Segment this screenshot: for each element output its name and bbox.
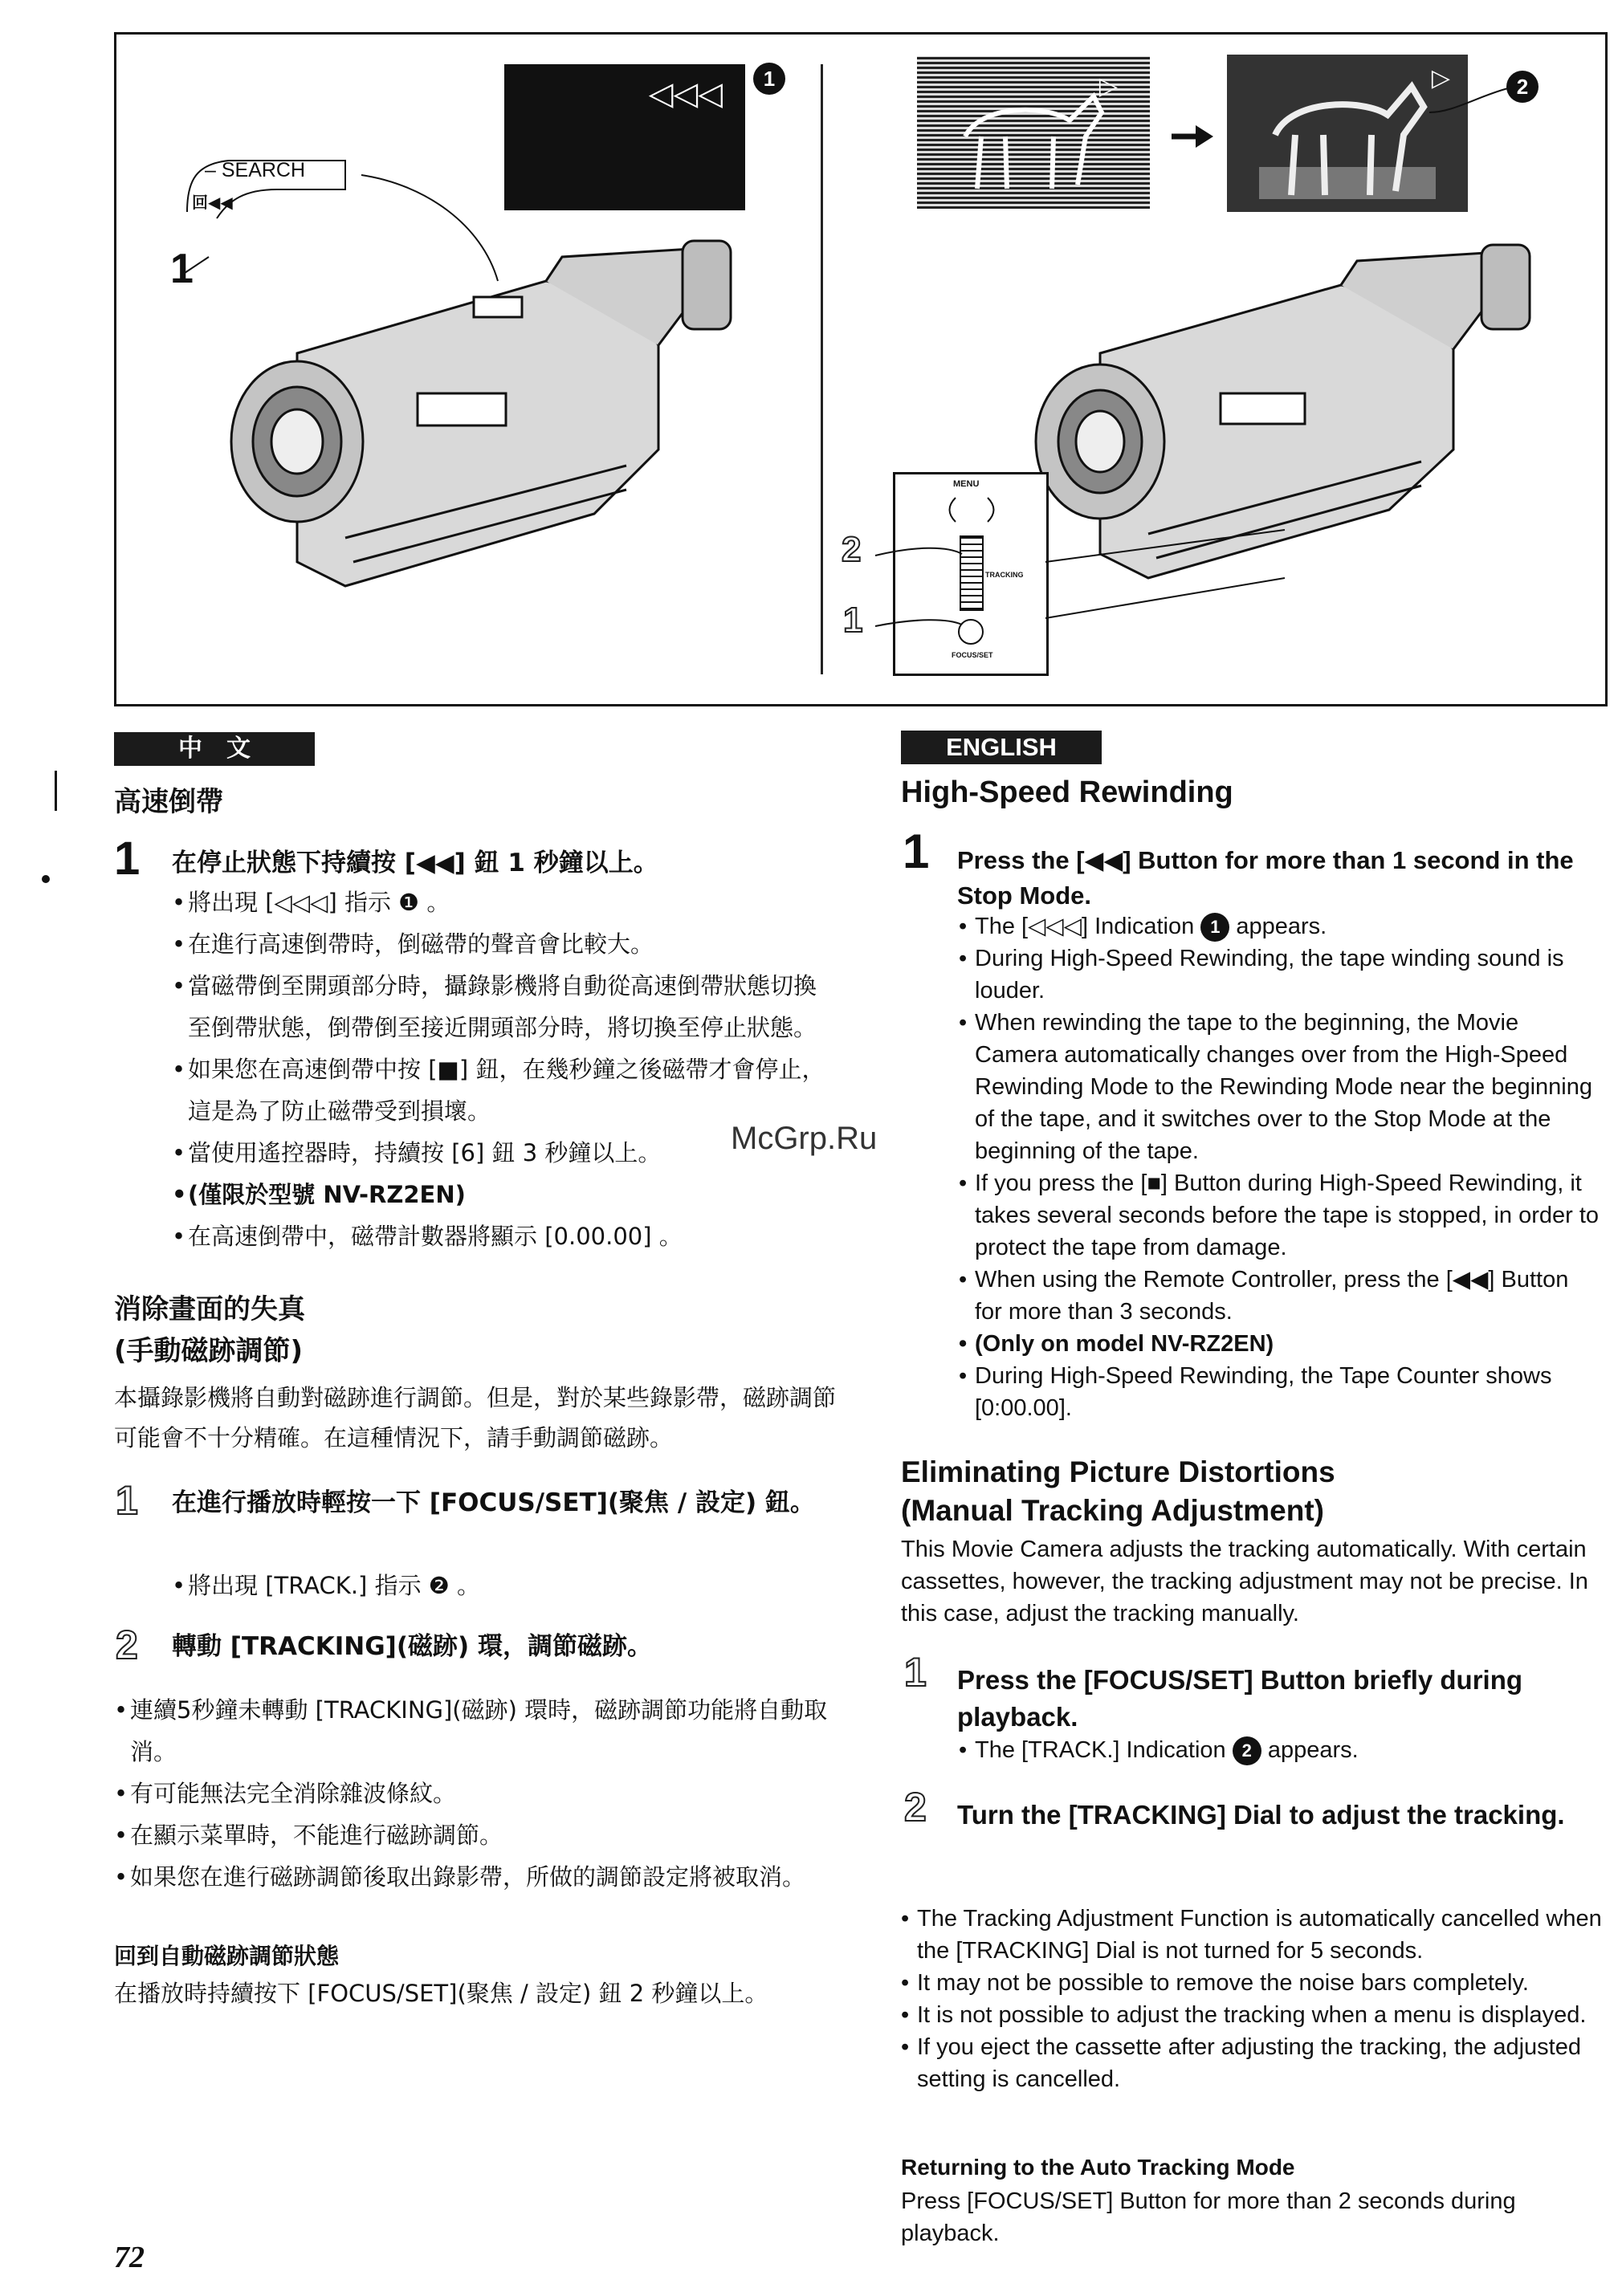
- en-sub-step-1-text: Press the [FOCUS/SET] Button briefly during playback.: [957, 1665, 1523, 1732]
- en-bullet: • The Tracking Adjustment Function is automatically cancelled when the [TRACKING] Dial is not turned for 5 seconds.: [901, 1903, 1608, 1967]
- arrow-right-icon: [1168, 120, 1217, 153]
- step-1-callout: 1: [170, 246, 194, 292]
- playback-indicator-1: ▷: [1098, 72, 1118, 100]
- zh-sub-step-1-bullets: [172, 1564, 830, 1607]
- margin-mark: [55, 771, 57, 811]
- zh-title-manual-tracking: (手動磁跡調節): [114, 1335, 304, 1367]
- zh-tracking-bullets: [114, 1689, 837, 1898]
- zh-bullet: • 在高速倒帶中，磁帶計數器將顯示 [0.00.00] 。: [172, 1215, 830, 1257]
- camera-illustration-left: [209, 209, 739, 610]
- en-tracking-bullets: [901, 1903, 1608, 2095]
- badge-1-inline: 1: [1200, 913, 1229, 942]
- playback-indicator-2: ▷: [1431, 64, 1450, 92]
- search-rewind-icon: 回◀◀: [192, 194, 233, 212]
- en-title-manual-tracking: (Manual Tracking Adjustment): [901, 1494, 1324, 1527]
- zh-step-1-number: 1: [114, 833, 141, 885]
- en-bullet: • It is not possible to adjust the tracking when a menu is displayed.: [901, 1999, 1608, 2031]
- en-sub-step-2-number: 2: [904, 1785, 927, 1830]
- zh-intro: 本攝錄影機將自動對磁跡進行調節。但是，對於某些錄影帶，磁跡調節可能會不十分精確。在這種情況下，請手動調節磁跡。: [114, 1384, 837, 1451]
- en-step-1-number: 1: [903, 824, 930, 878]
- illustration-divider: [821, 64, 823, 674]
- en-bullet-indication: • The [◁◁◁] Indication 1 appears.: [959, 910, 1601, 942]
- zh-step-1-text: 在停止狀態下持續按 [◀◀] 鈕 1 秒鐘以上。: [172, 849, 658, 877]
- en-bullet: • If you eject the cassette after adjusting the tracking, the adjusted setting is cancelled.: [901, 2031, 1608, 2095]
- clear-picture-screen: [1227, 55, 1468, 212]
- en-step-1-text: Press the [◀◀] Button for more than 1 second in the Stop Mode.: [957, 846, 1574, 910]
- zh-sub-step-1-number: 1: [116, 1478, 138, 1523]
- search-label: – SEARCH: [205, 159, 306, 181]
- zh-bullet: • 在進行高速倒帶時，倒磁帶的聲音會比較大。: [172, 923, 830, 965]
- watermark: McGrp.Ru: [731, 1121, 878, 1156]
- badge-2-leader: [1429, 80, 1510, 128]
- en-return-text: Press [FOCUS/SET] Button for more than 2 seconds during playback.: [901, 2188, 1516, 2246]
- zh-sub-step-2-text: 轉動 [TRACKING](磁跡) 環，調節磁跡。: [172, 1632, 652, 1661]
- zh-title-rewinding: 高速倒帶: [114, 786, 223, 818]
- dial-step-2: 2: [842, 530, 862, 569]
- badge-2-inline: 2: [1233, 1736, 1261, 1765]
- dial-tracking-label: TRACKING: [985, 571, 1024, 579]
- en-rewind-bullets: [959, 910, 1601, 1424]
- badge-2: 2: [1506, 71, 1539, 103]
- en-model-note: • (Only on model NV-RZ2EN): [959, 1328, 1601, 1360]
- en-bullet-track-indication: • The [TRACK.] Indication 2 appears.: [959, 1734, 1601, 1766]
- rewind-screen: [504, 64, 745, 210]
- dial-leader-lines: [867, 482, 1317, 642]
- chinese-language-tab: 中 文: [114, 732, 315, 766]
- zh-bullet: • 當磁帶倒至開頭部分時，攝錄影機將自動從高速倒帶狀態切換至倒帶狀態，倒帶倒至接近開頭部分時，將切換至停止狀態。: [172, 965, 830, 1048]
- en-bullet: • If you press the [■] Button during High-Speed Rewinding, it takes several seconds before the tape is stopped, in order to protect the tape from damage.: [959, 1167, 1601, 1264]
- zh-model-note: • (僅限於型號 NV-RZ2EN): [172, 1174, 830, 1215]
- zh-return-text: 在播放時持續按下 [FOCUS/SET](聚焦 / 設定) 鈕 2 秒鐘以上。: [114, 1980, 768, 2007]
- zh-return-title: 回到自動磁跡調節狀態: [114, 1943, 340, 1969]
- en-bullet: • During High-Speed Rewinding, the tape winding sound is louder.: [959, 942, 1601, 1007]
- zh-sub-step-2-number: 2: [116, 1622, 138, 1667]
- dial-menu-label: MENU: [953, 479, 980, 489]
- zebra-silhouette-1: [949, 88, 1110, 193]
- en-bullet: • During High-Speed Rewinding, the Tape Counter shows [0:00.00].: [959, 1360, 1601, 1424]
- distorted-picture-screen: [917, 56, 1150, 209]
- en-title-distortion: Eliminating Picture Distortions: [901, 1455, 1335, 1488]
- rewind-indicator: ◁◁◁: [648, 75, 723, 112]
- en-sub-step-1-number: 1: [904, 1650, 927, 1695]
- english-language-tab: ENGLISH: [901, 731, 1102, 764]
- en-bullet: • It may not be possible to remove the noise bars completely.: [901, 1967, 1608, 1999]
- margin-dot: [42, 875, 50, 883]
- zh-bullet: • 當使用遙控器時，持續按 [6] 鈕 3 秒鐘以上。: [172, 1132, 830, 1174]
- dial-step-1: 1: [843, 600, 863, 640]
- zh-bullet: • 有可能無法完全消除雜波條紋。: [114, 1773, 837, 1814]
- en-sub-step-1-bullets: [959, 1734, 1601, 1766]
- zh-bullet: • 將出現 [◁◁◁] 指示 ❶ 。: [172, 881, 830, 923]
- zebra-silhouette-2: [1259, 79, 1436, 199]
- zh-bullet: • 在顯示菜單時，不能進行磁跡調節。: [114, 1814, 837, 1856]
- en-sub-step-2-text: Turn the [TRACKING] Dial to adjust the tracking.: [957, 1800, 1565, 1830]
- page-number: 72: [114, 2241, 145, 2274]
- en-title-rewinding: High-Speed Rewinding: [901, 776, 1233, 809]
- badge-1: 1: [753, 63, 785, 95]
- dial-focus-label: FOCUS/SET: [952, 651, 993, 659]
- zh-title-distortion: 消除畫面的失真: [114, 1293, 305, 1325]
- zh-bullet: • 如果您在高速倒帶中按 [■] 鈕，在幾秒鐘之後磁帶才會停止，這是為了防止磁帶受到損壞。: [172, 1048, 830, 1132]
- zh-bullet: • 連續5秒鐘未轉動 [TRACKING](磁跡) 環時，磁跡調節功能將自動取消。: [114, 1689, 837, 1773]
- zh-sub-step-1-text: 在進行播放時輕按一下 [FOCUS/SET](聚焦 / 設定) 鈕。: [172, 1488, 815, 1517]
- zh-bullet: • 將出現 [TRACK.] 指示 ❷ 。: [172, 1564, 830, 1607]
- en-bullet: • When using the Remote Controller, press the [◀◀] Button for more than 3 seconds.: [959, 1264, 1601, 1328]
- en-bullet: • When rewinding the tape to the beginning, the Movie Camera automatically changes over from the High-Speed Rewinding Mode to the Rewinding Mode near the beginning of the tape, and it switches over to the Stop Mode at the beginning of the tape.: [959, 1007, 1601, 1167]
- zh-rewind-bullets: [172, 881, 830, 1257]
- en-return-title: Returning to the Auto Tracking Mode: [901, 2155, 1295, 2180]
- zh-bullet: • 如果您在進行磁跡調節後取出錄影帶，所做的調節設定將被取消。: [114, 1856, 837, 1898]
- en-intro: This Movie Camera adjusts the tracking automatically. With certain cassettes, however, the tracking adjustment may not be precise. In this case, adjust the tracking manually.: [901, 1537, 1588, 1626]
